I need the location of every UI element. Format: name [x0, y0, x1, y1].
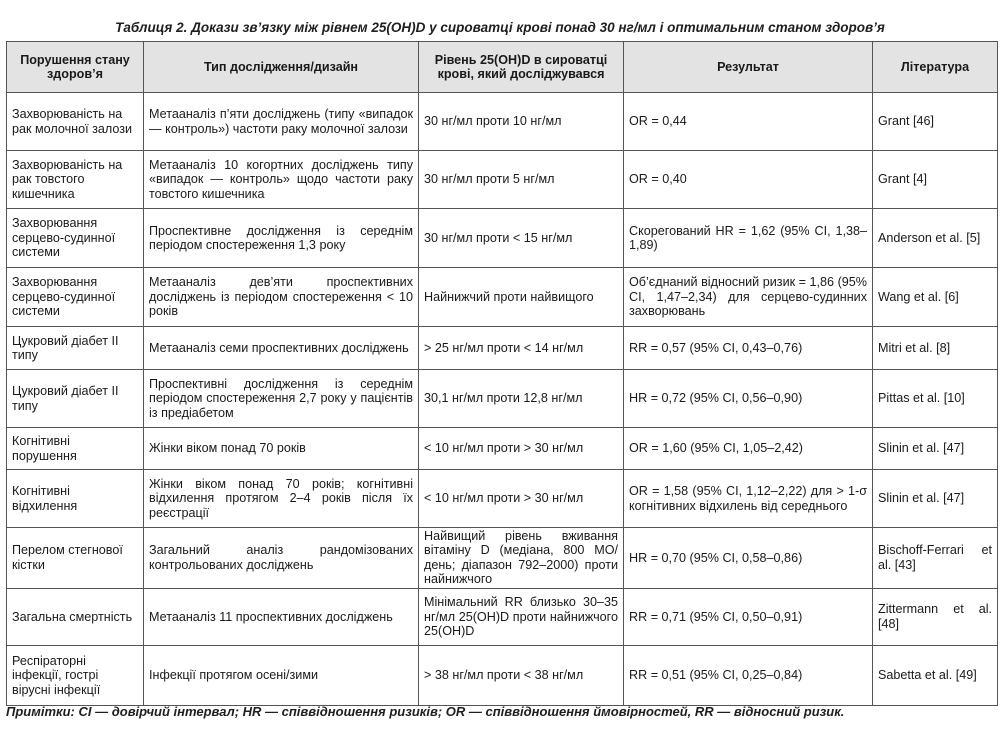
header-condition: Порушення стану здоров’я — [7, 42, 144, 93]
cell-literature: Pittas et al. [10] — [873, 370, 998, 428]
cell-study-design: Жінки віком понад 70 років — [144, 428, 419, 470]
cell-study-design: Жінки віком понад 70 років; когнітивні відхилення протягом 2–4 років після їх реєстрації — [144, 470, 419, 528]
cell-serum-level: 30 нг/мл проти < 15 нг/мл — [419, 209, 624, 268]
cell-serum-level: 30 нг/мл проти 10 нг/мл — [419, 93, 624, 151]
table-row — [7, 428, 998, 470]
table-header-row — [7, 42, 998, 93]
cell-condition: Захворювання серцево-судинної системи — [7, 268, 144, 327]
cell-result: Об’єднаний відносний ризик = 1,86 (95% CI, 1,47–2,34) для серцево-судинних захворювань — [624, 268, 873, 327]
table-row — [7, 93, 998, 151]
table-row — [7, 209, 998, 268]
cell-serum-level: Найвищий рівень вживання вітаміну D (медіана, 800 МО/день; діапазон 792–2000) проти найнижчого — [419, 528, 624, 589]
table-row — [7, 588, 998, 645]
cell-literature: Slinin et al. [47] — [873, 428, 998, 470]
cell-study-design: Метааналіз семи проспективних досліджень — [144, 327, 419, 370]
cell-literature: Bischoff-Ferrari et al. [43] — [873, 528, 998, 589]
cell-literature: Grant [46] — [873, 93, 998, 151]
table-caption: Таблиця 2. Докази зв’язку між рівнем 25(OH)D у сироватці крові понад 30 нг/мл і оптимальним станом здоров’я — [115, 20, 885, 35]
header-result: Результат — [624, 42, 873, 93]
cell-result: RR = 0,57 (95% CI, 0,43–0,76) — [624, 327, 873, 370]
cell-condition: Захворюваність на рак товстого кишечника — [7, 151, 144, 209]
evidence-table — [6, 41, 998, 706]
cell-study-design: Загальний аналіз рандомізованих контрольованих досліджень — [144, 528, 419, 589]
table-row — [7, 268, 998, 327]
cell-condition: Когнітивні відхилення — [7, 470, 144, 528]
cell-literature: Zittermann et al. [48] — [873, 588, 998, 645]
cell-result: OR = 0,44 — [624, 93, 873, 151]
cell-study-design: Метааналіз дев’яти проспективних досліджень із періодом спостереження < 10 років — [144, 268, 419, 327]
cell-condition: Загальна смертність — [7, 588, 144, 645]
cell-literature: Sabetta et al. [49] — [873, 645, 998, 705]
cell-condition: Захворюваність на рак молочної залози — [7, 93, 144, 151]
cell-condition: Цукровий діабет II типу — [7, 327, 144, 370]
table-row — [7, 151, 998, 209]
cell-study-design: Метааналіз 10 когортних досліджень типу «випадок — контроль» щодо частоти раку товстого кишечника — [144, 151, 419, 209]
cell-result: HR = 0,70 (95% CI, 0,58–0,86) — [624, 528, 873, 589]
cell-literature: Grant [4] — [873, 151, 998, 209]
table-row — [7, 470, 998, 528]
cell-serum-level: < 10 нг/мл проти > 30 нг/мл — [419, 470, 624, 528]
table-row — [7, 327, 998, 370]
header-literature: Література — [873, 42, 998, 93]
cell-serum-level: 30 нг/мл проти 5 нг/мл — [419, 151, 624, 209]
cell-result: OR = 0,40 — [624, 151, 873, 209]
cell-study-design: Метааналіз п’яти досліджень (типу «випадок — контроль») частоти раку молочної залози — [144, 93, 419, 151]
cell-serum-level: Найнижчий проти найвищого — [419, 268, 624, 327]
cell-literature: Slinin et al. [47] — [873, 470, 998, 528]
cell-study-design: Проспективні дослідження із середнім періодом спостереження 2,7 року у пацієнтів із предіабетом — [144, 370, 419, 428]
cell-result: RR = 0,51 (95% CI, 0,25–0,84) — [624, 645, 873, 705]
cell-condition: Перелом стегнової кістки — [7, 528, 144, 589]
cell-condition: Захворювання серцево-судинної системи — [7, 209, 144, 268]
cell-serum-level: 30,1 нг/мл проти 12,8 нг/мл — [419, 370, 624, 428]
table-row — [7, 528, 998, 589]
cell-condition: Когнітивні порушення — [7, 428, 144, 470]
cell-study-design: Проспективне дослідження із середнім періодом спостереження 1,3 року — [144, 209, 419, 268]
cell-literature: Wang et al. [6] — [873, 268, 998, 327]
header-study-design: Тип дослідження/дизайн — [144, 42, 419, 93]
cell-literature: Anderson et al. [5] — [873, 209, 998, 268]
cell-result: OR = 1,58 (95% CI, 1,12–2,22) для > 1-σ когнітивних відхилень від середнього — [624, 470, 873, 528]
cell-literature: Mitri et al. [8] — [873, 327, 998, 370]
cell-study-design: Метааналіз 11 проспективних досліджень — [144, 588, 419, 645]
cell-serum-level: > 25 нг/мл проти < 14 нг/мл — [419, 327, 624, 370]
cell-serum-level: > 38 нг/мл проти < 38 нг/мл — [419, 645, 624, 705]
cell-condition: Цукровий діабет II типу — [7, 370, 144, 428]
header-serum-level: Рівень 25(OH)D в сироватці крові, який досліджувався — [419, 42, 624, 93]
cell-result: RR = 0,71 (95% CI, 0,50–0,91) — [624, 588, 873, 645]
cell-result: OR = 1,60 (95% CI, 1,05–2,42) — [624, 428, 873, 470]
cell-study-design: Інфекції протягом осені/зими — [144, 645, 419, 705]
cell-result: Скорегований HR = 1,62 (95% CI, 1,38–1,89) — [624, 209, 873, 268]
cell-condition: Респіраторні інфекції, гострі вірусні інфекції — [7, 645, 144, 705]
cell-serum-level: < 10 нг/мл проти > 30 нг/мл — [419, 428, 624, 470]
table-notes: Примітки: CI — довірчий інтервал; HR — співвідношення ризиків; OR — співвідношення ймовірностей, RR — відносний ризик. — [6, 704, 845, 719]
cell-result: HR = 0,72 (95% CI, 0,56–0,90) — [624, 370, 873, 428]
table-row — [7, 645, 998, 705]
cell-serum-level: Мінімальний RR близько 30–35 нг/мл 25(OH)D проти найнижчого 25(OH)D — [419, 588, 624, 645]
table-row — [7, 370, 998, 428]
